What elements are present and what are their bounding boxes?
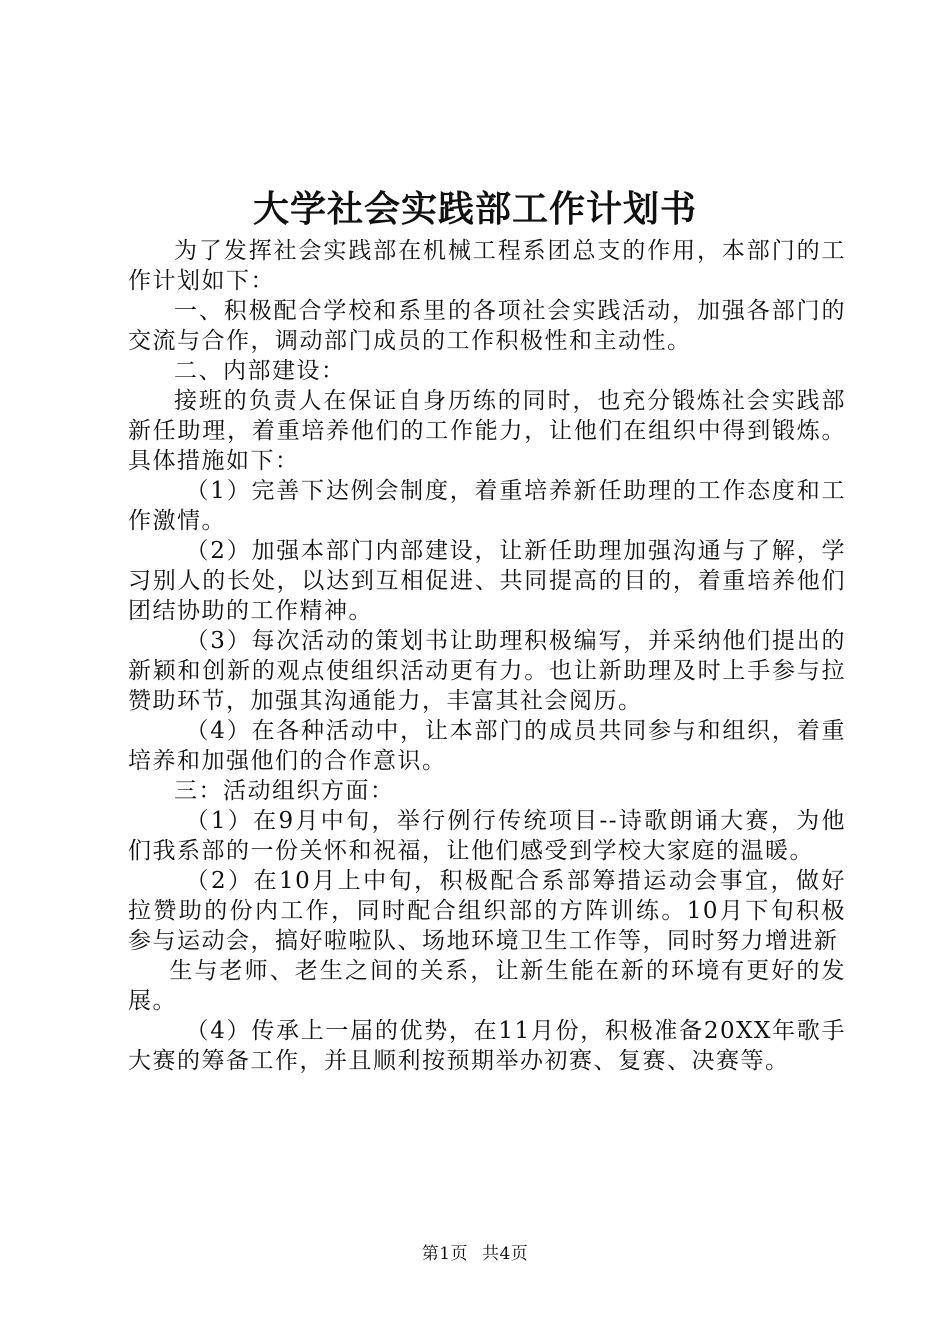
paragraph-section-2-heading: 二、内部建设： [174,358,346,384]
document-title: 大学社会实践部工作计划书 [252,188,697,230]
paragraph-measure-4: （4）在各种活动中，让本部门的成员共同参与和组织，着重培养和加强他们的合作意识。 [128,718,846,774]
paragraph-measure-1: （1）完善下达例会制度，着重培养新任助理的工作态度和工作激情。 [128,478,846,534]
paragraph-activity-2: （2）在10月上中旬，积极配合系部筹措运动会事宜，做好拉赞助的份内工作，同时配合组织部的方阵训练。10月下旬积极参与运动会，搞好啦啦队、场地环境卫生工作等，同时努力增进新 [128,868,846,954]
page-total: 共4页 [481,1244,529,1264]
paragraph-measure-3: （3）每次活动的策划书让助理积极编写，并采纳他们提出的新颖和创新的观点使组织活动更有力。也让新助理及时上手参与拉赞助环节，加强其沟通能力，丰富其社会阅历。 [128,628,846,714]
paragraph-internal-building: 接班的负责人在保证自身历练的同时，也充分锻炼社会实践部新任助理，着重培养他们的工作能力，让他们在组织中得到锻炼。具体措施如下： [128,388,846,474]
page-number: 第1页 [421,1244,469,1264]
page-footer [0,1242,950,1266]
paragraph-activity-2-continued: 生与老师、老生之间的关系，让新生能在新的环境有更好的发展。 [128,958,846,1014]
paragraph-intro: 为了发挥社会实践部在机械工程系团总支的作用，本部门的工作计划如下： [128,238,846,294]
paragraph-activity-1: （1）在9月中旬，举行例行传统项目--诗歌朗诵大赛，为他们我系部的一份关怀和祝福，让他们感受到学校大家庭的温暖。 [128,808,846,864]
paragraph-measure-2: （2）加强本部门内部建设，让新任助理加强沟通与了解，学习别人的长处，以达到互相促进、共同提高的目的，着重培养他们团结协助的工作精神。 [128,538,846,624]
paragraph-activity-4: （4）传承上一届的优势，在11月份，积极准备20XX年歌手大赛的筹备工作，并且顺利按预期举办初赛、复赛、决赛等。 [128,1018,846,1074]
paragraph-section-3-heading: 三：活动组织方面： [174,778,395,804]
paragraph-section-1: 一、积极配合学校和系里的各项社会实践活动，加强各部门的交流与合作，调动部门成员的工作积极性和主动性。 [128,298,846,354]
document-body [128,236,846,1076]
